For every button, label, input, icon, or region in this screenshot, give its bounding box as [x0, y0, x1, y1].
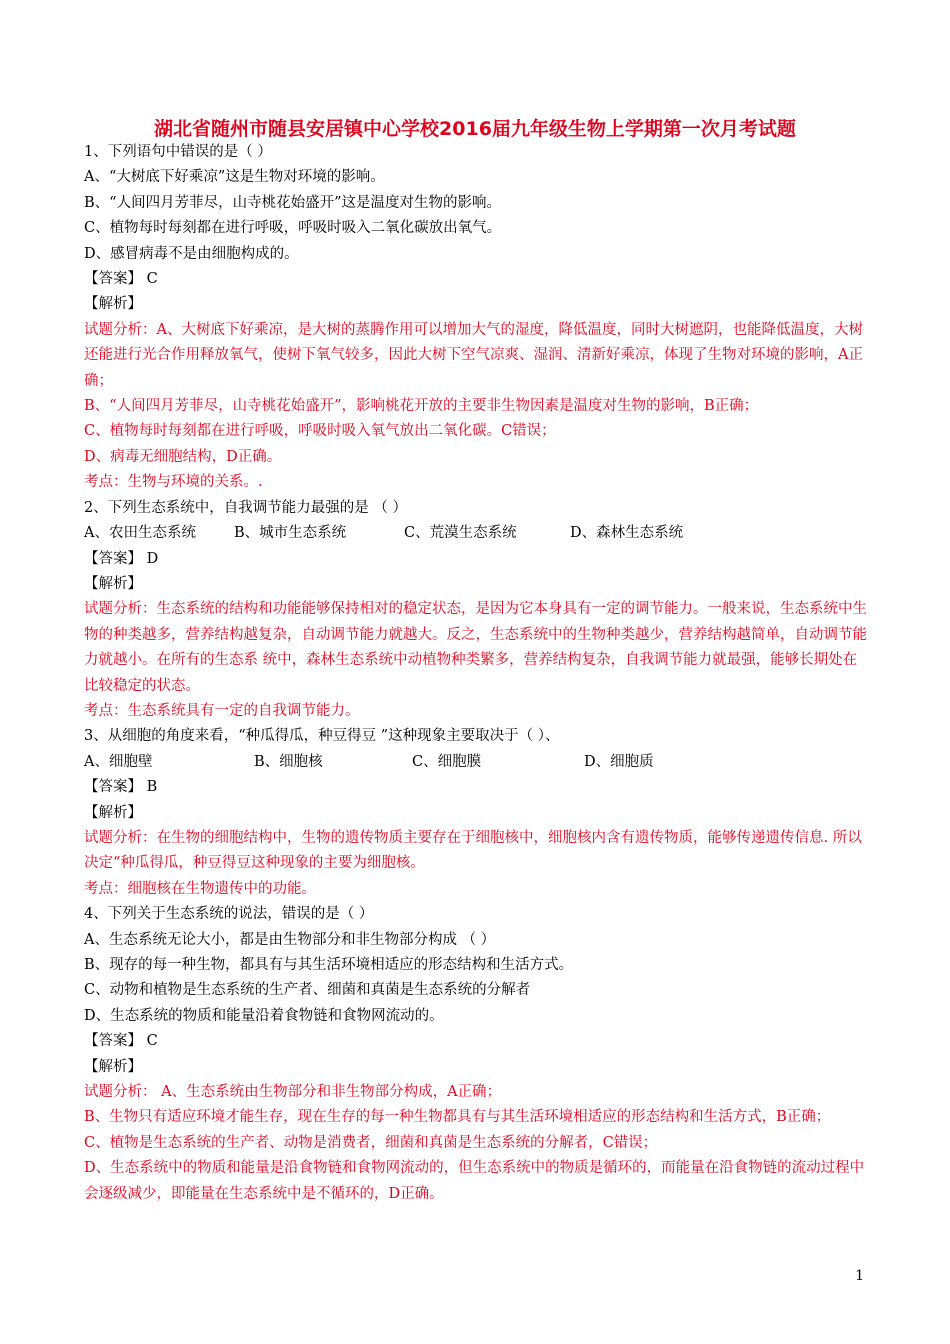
question-2: 2、下列生态系统中，自我调节能力最强的是 （ ） [84, 499, 407, 516]
q1-option-a: A、“大树底下好乘凉”这是生物对环境的影响。 [84, 169, 385, 186]
q2-answer: 【答案】 D [84, 550, 159, 567]
q3-option-a: A、细胞壁 [84, 753, 153, 770]
q2-option-b: B、城市生态系统 [234, 525, 347, 542]
q4-answer: 【答案】 C [84, 1033, 158, 1050]
q1-answer: 【答案】 C [84, 271, 158, 288]
q2-explanation-label: 【解析】 [84, 575, 142, 592]
question-3: 3、从细胞的角度来看，“种瓜得瓜，种豆得豆 ”这种现象主要取决于（ ）、 [84, 728, 560, 745]
q1-analysis-1: 试题分析：A、大树底下好乘凉，是大树的蒸腾作用可以增加大气的湿度，降低温度，同时大树遮阴，也能降低温度，大树还能进行光合作用释放氧气，使树下氧气较多，因此大树下空气凉爽、湿润、清新好乘凉，体现了生物对环境的影响，A正确； [84, 321, 863, 389]
q1-option-d: D、感冒病毒不是由细胞构成的。 [84, 245, 299, 262]
q4-explanation-label: 【解析】 [84, 1058, 142, 1075]
document-body [84, 140, 870, 1207]
q4-option-c: C、动物和植物是生态系统的生产者、细菌和真菌是生态系统的分解者 [84, 982, 531, 999]
q2-option-a: A、农田生态系统 [84, 525, 196, 542]
q4-option-d: D、生态系统的物质和能量沿着食物链和食物网流动的。 [84, 1007, 444, 1024]
q1-analysis-4: D、病毒无细胞结构，D正确。 [84, 448, 282, 465]
q2-options [84, 521, 870, 546]
q3-options [84, 750, 870, 775]
q2-analysis: 试题分析：生态系统的结构和功能能够保持相对的稳定状态，是因为它本身具有一定的调节能力。一般来说，生态系统中生物的种类越多，营养结构越复杂，自动调节能力就越大。反之，生态系统中的生物种类越少，营养结构越简单，自动调节能力就越小。在所有的生态系 统中，森林生态系统中动植物种类繁多，营养结构复杂，自我调节能力就最强，能够长期处在比较稳定的状态。 [84, 601, 867, 694]
q4-option-a: A、生态系统无论大小，都是由生物部分和非生物部分构成 （ ） [84, 931, 496, 948]
q1-analysis-2: B、“人间四月芳菲尽，山寺桃花始盛开”，影响桃花开放的主要非生物因素是温度对生物的影响，B正确； [84, 398, 759, 415]
q2-key-point: 考点：生态系统具有一定的自我调节能力。 [84, 702, 360, 719]
q3-answer: 【答案】 B [84, 779, 158, 796]
q1-analysis-3: C、植物每时每刻都在进行呼吸，呼吸时吸入氧气放出二氧化碳。C错误； [84, 423, 556, 440]
q1-explanation-label: 【解析】 [84, 296, 142, 313]
question-4: 4、下列关于生态系统的说法，错误的是（ ） [84, 906, 374, 923]
question-1: 1、下列语句中错误的是（ ） [84, 144, 272, 160]
q1-option-b: B、“人间四月芳菲尽，山寺桃花始盛开”这是温度对生物的影响。 [84, 194, 501, 211]
q1-key-point: 考点：生物与环境的关系。. [84, 474, 263, 491]
q4-analysis-1: 试题分析： A、生态系统由生物部分和非生物部分构成，A正确； [84, 1084, 502, 1101]
document-title: 湖北省随州市随县安居镇中心学校2016届九年级生物上学期第一次月考试题 [154, 118, 796, 140]
q2-option-d: D、森林生态系统 [570, 525, 684, 542]
q1-option-c: C、植物每时每刻都在进行呼吸，呼吸时吸入二氧化碳放出氧气。 [84, 220, 502, 237]
q4-option-b: B、现存的每一种生物，都具有与其生活环境相适应的形态结构和生活方式。 [84, 957, 574, 973]
q4-analysis-2: B、生物只有适应环境才能生存，现在生存的每一种生物都具有与其生活环境相适应的形态结构和生活方式，B正确； [84, 1109, 831, 1126]
q3-explanation-label: 【解析】 [84, 804, 142, 821]
q4-analysis-3: C、植物是生态系统的生产者、动物是消费者，细菌和真菌是生态系统的分解者，C错误； [84, 1134, 658, 1151]
q3-key-point: 考点：细胞核在生物遗传中的功能。 [84, 880, 316, 897]
q2-option-c: C、荒漠生态系统 [404, 525, 517, 542]
q3-analysis: 试题分析：在生物的细胞结构中，生物的遗传物质主要存在于细胞核中，细胞核内含有遗传物质，能够传递遗传信息. 所以决定“种瓜得瓜，种豆得豆这种现象的主要为细胞核。 [84, 829, 862, 872]
q3-option-b: B、细胞核 [254, 753, 323, 770]
q4-analysis-4: D、生态系统中的物质和能量是沿食物链和食物网流动的，但生态系统中的物质是循环的，而能量在沿食物链的流动过程中会逐级减少，即能量在生态系统中是不循环的，D正确。 [84, 1160, 865, 1202]
q3-option-d: D、细胞质 [584, 753, 654, 770]
page-number: 1 [855, 1268, 864, 1284]
q3-option-c: C、细胞膜 [412, 753, 482, 770]
